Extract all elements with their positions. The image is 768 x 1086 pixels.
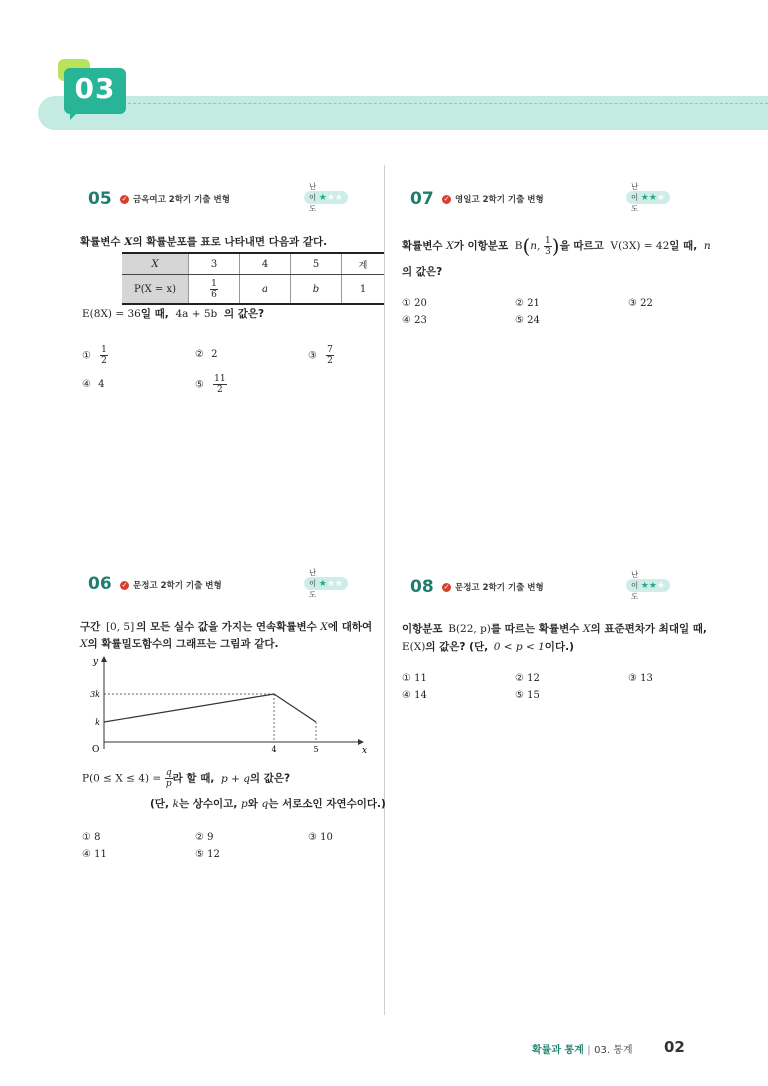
problem-source-05: ✓ 금옥여고 2학기 기출 변형 [121, 194, 230, 205]
difficulty-stars [319, 193, 343, 203]
problem-number-05: 05 [88, 189, 112, 209]
option-07-5[interactable]: ⑤ 24 [515, 315, 540, 326]
star-icon: ★ [326, 192, 335, 203]
question-08-line2: E(X)의 값은? (단, 0 < p < 1이다.) [402, 641, 574, 653]
page-number: 02 [664, 1038, 685, 1056]
probability-table [122, 252, 384, 305]
option-07-3[interactable]: ③ 22 [628, 298, 653, 309]
star-icon: ★ [640, 192, 649, 203]
column-divider [384, 165, 385, 1015]
difficulty-badge-06: 난이도 ★★★ [304, 577, 348, 590]
option-08-2[interactable]: ② 12 [515, 673, 540, 684]
chapter-badge-tail [70, 112, 78, 120]
option-08-5[interactable]: ⑤ 15 [515, 690, 540, 701]
problem-number-07: 07 [410, 189, 434, 209]
footer-label: 확률과 통계 | 03. 통계 [532, 1045, 633, 1056]
difficulty-badge-05: 난이도 ★★★ [304, 191, 348, 204]
option-06-2[interactable]: ② 9 [195, 832, 214, 843]
problem-source-08: ✓ 문정고 2학기 기출 변형 [443, 582, 544, 593]
condition-06: P(0 ≤ X ≤ 4) = $\frac{q}{p}$ 라 할 때, p + q의 값은? [82, 768, 291, 789]
option-05-1[interactable]: ① $\frac{1}{2}$ [82, 345, 107, 366]
problem-source-06: ✓ 문정고 2학기 기출 변형 [121, 580, 222, 591]
star-icon: ★ [656, 192, 665, 203]
problem-number-06: 06 [88, 574, 112, 594]
star-icon: ★ [648, 192, 657, 203]
y-axis-label: y [92, 657, 98, 667]
chapter-number: 03 [74, 72, 116, 105]
x-tick-4: 4 [271, 745, 277, 754]
problem-source-07: ✓ 영일고 2학기 기출 변형 [443, 194, 544, 205]
star-icon: ★ [334, 192, 343, 203]
difficulty-stars [641, 193, 665, 203]
question-06-line1: 구간 [0, 5] 의 모든 실수 값을 가지는 연속확률변수 X에 대하여 [80, 621, 373, 633]
question-06-line2: X의 확률밀도함수의 그래프는 그림과 같다. [80, 638, 279, 650]
star-icon: ★ [334, 578, 343, 589]
difficulty-stars [641, 581, 665, 591]
option-07-2[interactable]: ② 21 [515, 298, 540, 309]
star-icon: ★ [640, 580, 649, 591]
header-band [38, 96, 768, 130]
check-icon: ✓ [121, 194, 128, 203]
question-07-line1: 확률변수 X가 이항분포 B(n, $\frac{1}{3}$ )을 따르고 V(3X) = 42일 때, n [402, 234, 711, 258]
question-08-line1: 이항분포 B(22, p)를 따르는 확률변수 X의 표준편차가 최대일 때, [402, 623, 707, 635]
table-row: X 3 4 5 계 [122, 253, 384, 275]
option-06-1[interactable]: ① 8 [82, 832, 101, 843]
question-05: 확률변수 X의 확률분포를 표로 나타내면 다음과 같다. [80, 236, 328, 248]
option-08-1[interactable]: ① 11 [402, 673, 427, 684]
difficulty-badge-08: 난이도 ★★★ [626, 579, 670, 592]
star-icon: ★ [318, 578, 327, 589]
star-icon: ★ [318, 192, 327, 203]
condition-05: E(8X) = 36일 때, 4a + 5b 의 값은? [82, 308, 265, 320]
difficulty-stars [319, 579, 343, 589]
problem-number-08: 08 [410, 577, 434, 597]
pdf-graph [88, 654, 368, 754]
option-05-3[interactable]: ③ $\frac{7}{2}$ [308, 345, 333, 366]
option-06-5[interactable]: ⑤ 12 [195, 849, 220, 860]
note-06: (단, k는 상수이고, p와 q는 서로소인 자연수이다.) [150, 798, 386, 810]
question-07-line2: 의 값은? [402, 266, 443, 278]
option-06-3[interactable]: ③ 10 [308, 832, 333, 843]
check-icon: ✓ [443, 582, 450, 591]
option-05-2[interactable]: ② 2 [195, 349, 218, 360]
option-05-5[interactable]: ⑤ $\frac{11}{2}$ [195, 374, 226, 395]
option-08-3[interactable]: ③ 13 [628, 673, 653, 684]
option-07-4[interactable]: ④ 23 [402, 315, 427, 326]
check-icon: ✓ [443, 194, 450, 203]
option-08-4[interactable]: ④ 14 [402, 690, 427, 701]
header-dashed-line [128, 103, 768, 104]
star-icon: ★ [656, 580, 665, 591]
table-row: P(X = x) $\frac{1}{6}$ a b 1 [122, 275, 384, 305]
x-tick-5: 5 [313, 745, 319, 754]
option-06-4[interactable]: ④ 11 [82, 849, 107, 860]
option-07-1[interactable]: ① 20 [402, 298, 427, 309]
check-icon: ✓ [121, 580, 128, 589]
x-axis-label: x [362, 746, 368, 754]
y-tick-3k: 3k [90, 690, 100, 699]
option-05-4[interactable]: ④ 4 [82, 379, 105, 390]
origin-label: O [92, 745, 100, 754]
difficulty-badge-07: 난이도 ★★★ [626, 191, 670, 204]
y-tick-k: k [95, 718, 100, 727]
star-icon: ★ [326, 578, 335, 589]
star-icon: ★ [648, 580, 657, 591]
